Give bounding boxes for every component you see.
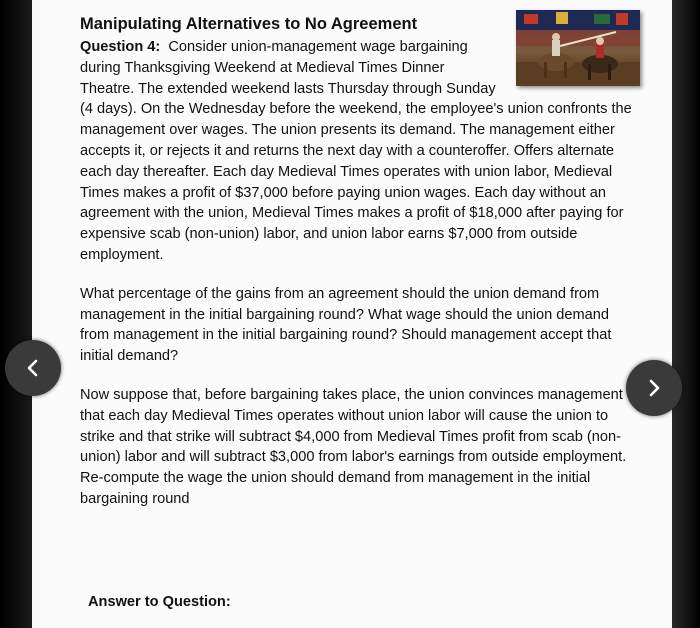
next-page-button[interactable] (626, 360, 682, 416)
question-paragraph-3: Now suppose that, before bargaining takes place, the union convinces management that each day Medieval Times operates without union labor will cause the union to strike and that strike will subtract $4,000 from Medieval Times profit from scab (non-union) labor and will subtract $3,000 from labor's earnings from outside employment. Re-compute the wage the union should demand from management in the initial bargaining round (80, 386, 627, 507)
jousting-knights-image (516, 10, 640, 86)
right-border (672, 0, 700, 628)
question-text-1: Consider union-management wage bargaining during Thanksgiving Weekend at Medieval Times Dinner Theatre. The extended weekend lasts Thursday through Sunday (4 days). On the Wednesday before the weekend, the employee's union confronts the management over wages. The union presents its demand. The management either accepts it, or rejects it and returns the next day with a counteroffer. Offers alternate each day thereafter. Each day Medieval Times operates with union labor, Medieval Times makes a profit of $37,000 before paying union wages. Each day without an agreement with the union, Medieval Times makes a profit of $18,000 after paying for expensive scab (non-union) labor, and union labor earns $7,000 from outside employment. (80, 39, 632, 263)
document-title: Manipulating Alternatives to No Agreement (80, 15, 418, 33)
document-page (32, 0, 672, 628)
answer-label: Answer to Question: (88, 594, 231, 610)
medieval-times-photo (516, 10, 640, 86)
chevron-right-icon (644, 378, 664, 398)
previous-page-button[interactable] (5, 340, 61, 396)
document-content (80, 14, 640, 510)
chevron-left-icon (23, 358, 43, 378)
question-paragraph-2: What percentage of the gains from an agreement should the union demand from management in the initial bargaining round? What wage should the union demand from management in the initial bargaining round? Should management accept that initial demand? (80, 285, 612, 365)
question-label: Question 4: (80, 39, 161, 55)
left-border (0, 0, 32, 628)
